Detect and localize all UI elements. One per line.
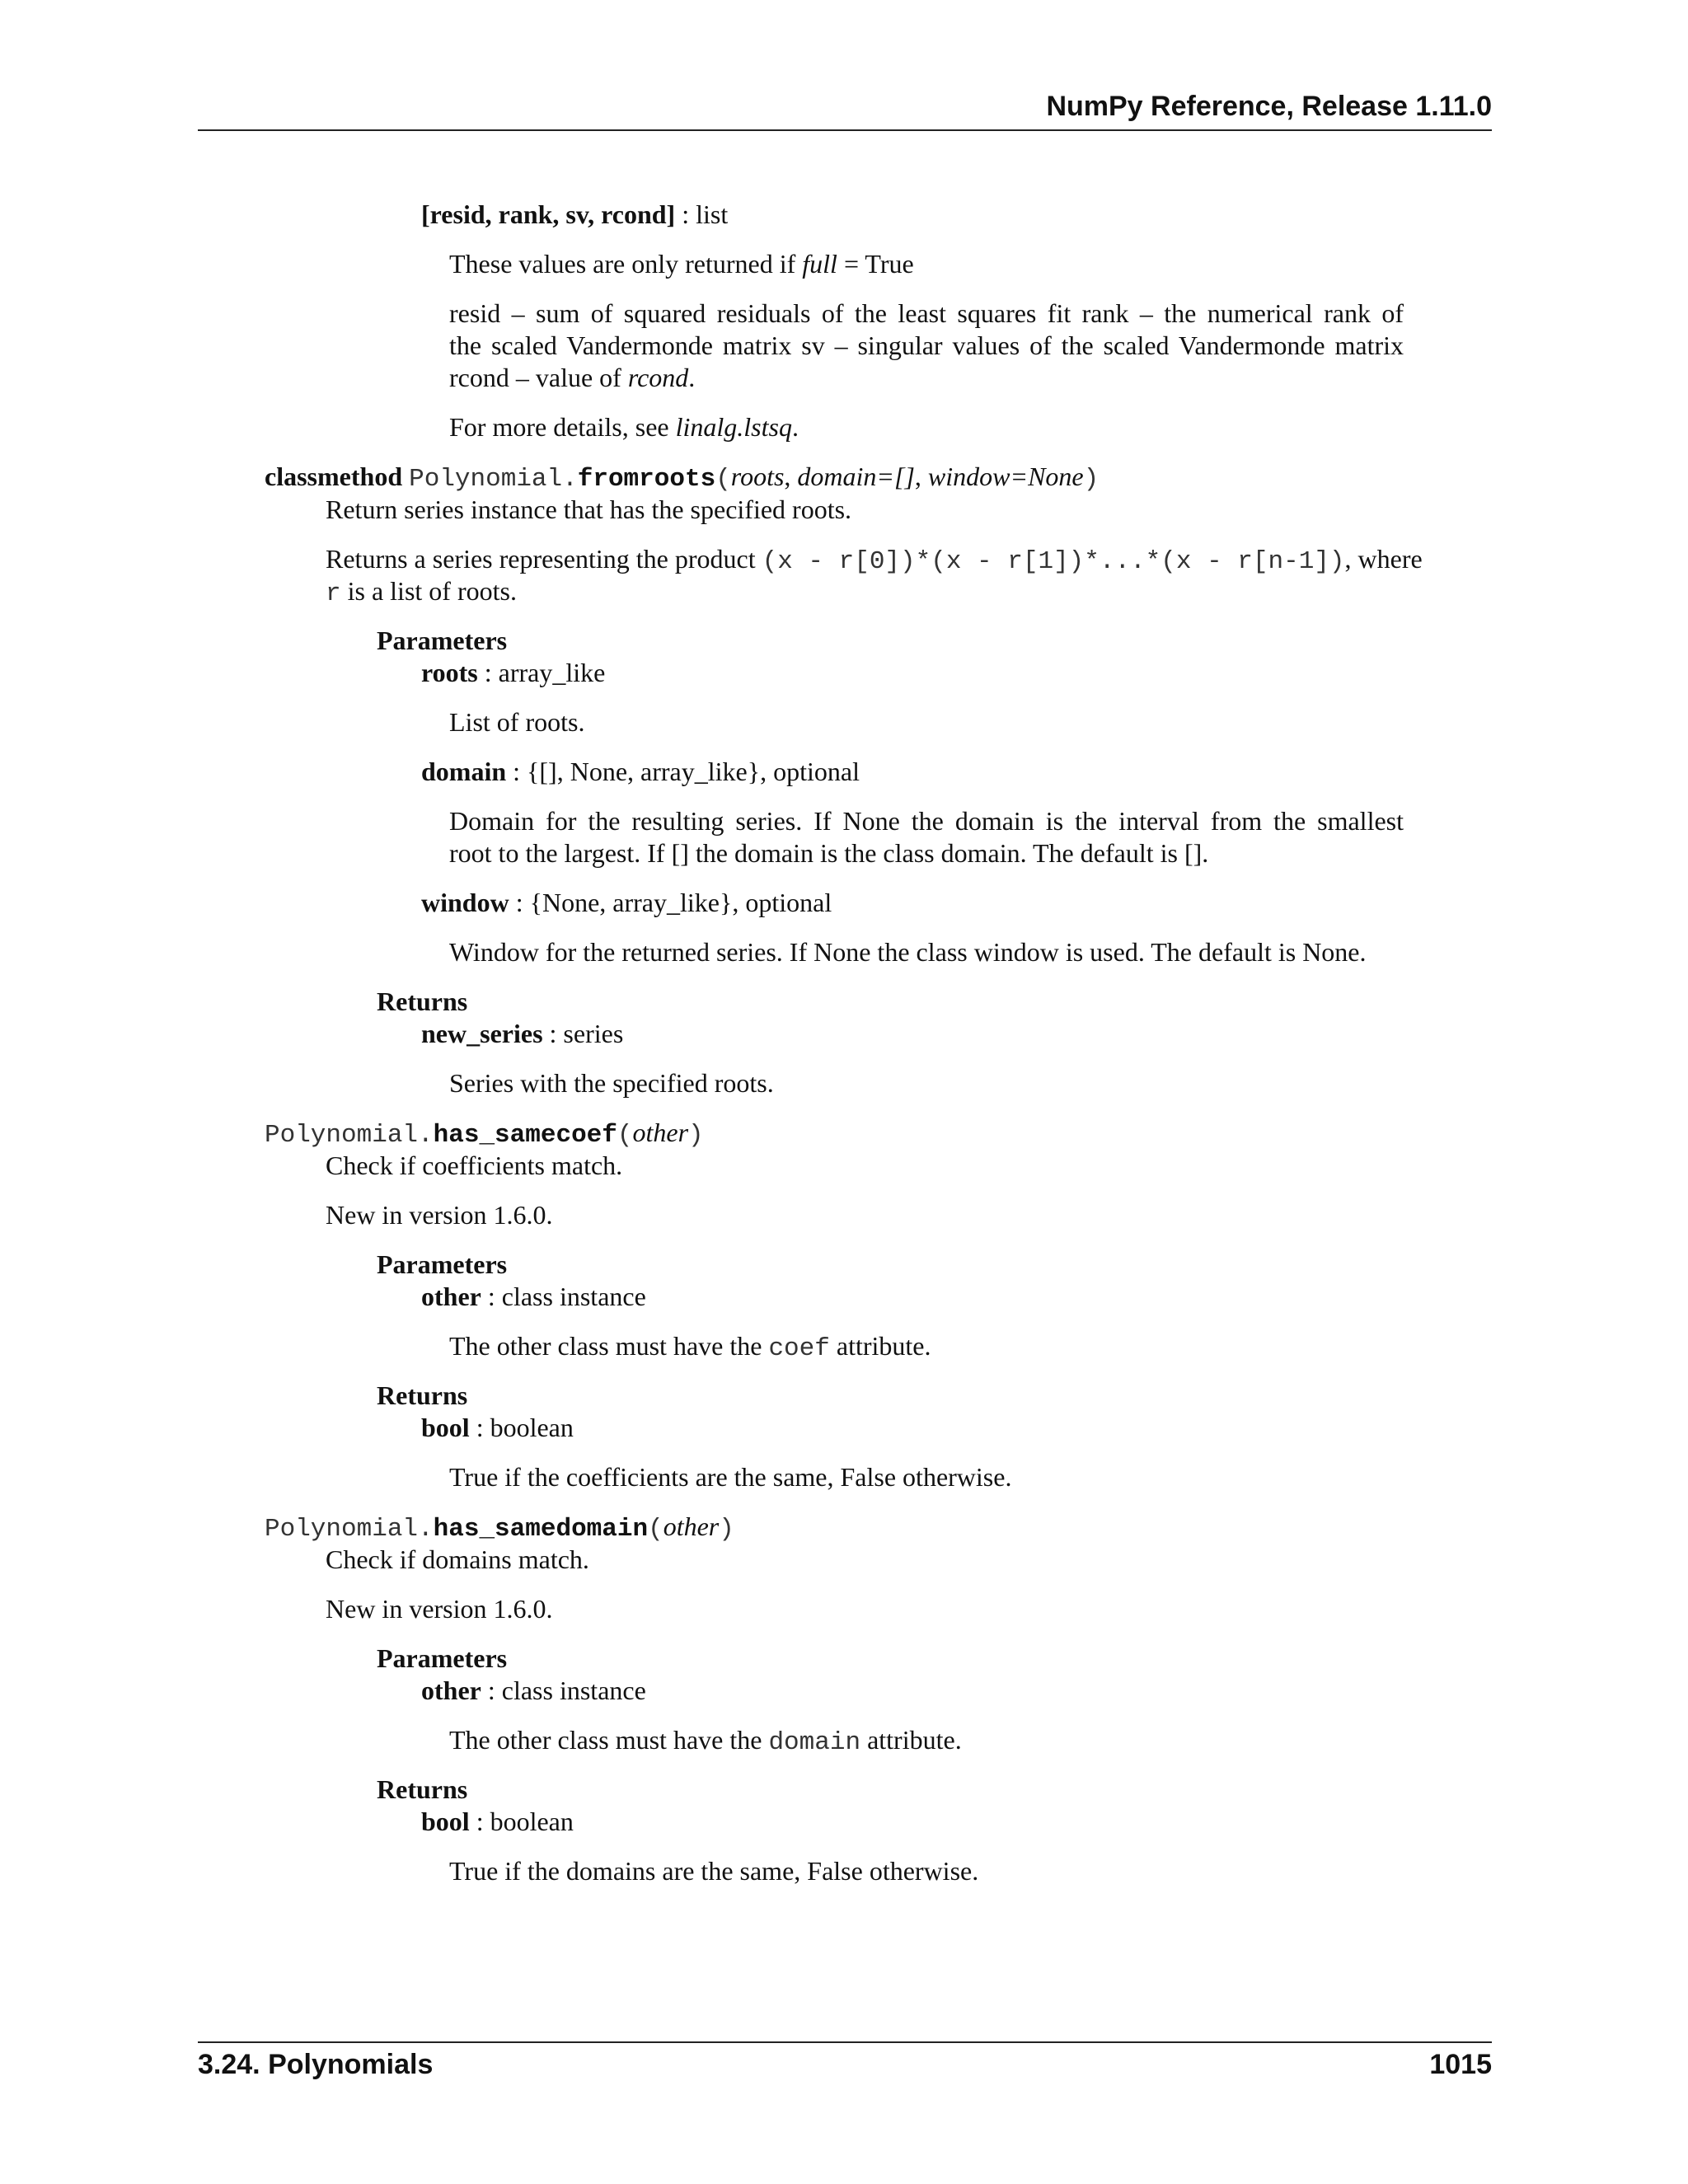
resid-desc-line3 bbox=[449, 361, 695, 394]
samecoef-open-paren: ( bbox=[617, 1121, 633, 1150]
resid-desc-line3-pre: rcond – value of bbox=[449, 363, 628, 392]
fromroots-arg-roots: roots bbox=[730, 462, 785, 491]
samecoef-signature bbox=[265, 1116, 704, 1152]
more-details-post: . bbox=[791, 412, 799, 442]
fromroots-open-paren: ( bbox=[715, 465, 731, 494]
full-note-pre: These values are only returned if bbox=[449, 249, 803, 279]
fromroots-desc2-post: is a list of roots. bbox=[340, 576, 517, 606]
coef-code: coef bbox=[768, 1334, 830, 1363]
fromroots-desc-pre: Returns a series representing the product bbox=[326, 544, 762, 574]
fromroots-summary: Return series instance that has the specified roots. bbox=[326, 494, 852, 524]
more-details bbox=[449, 410, 799, 443]
param-roots bbox=[421, 656, 605, 689]
param-window bbox=[421, 886, 832, 919]
return-new-series-type: : series bbox=[542, 1019, 624, 1048]
fromroots-desc-post: , where bbox=[1344, 544, 1423, 574]
page-number: 1015 bbox=[1429, 2049, 1492, 2080]
fromroots-close-paren: ) bbox=[1083, 465, 1100, 494]
samedomain-class-prefix: Polynomial. bbox=[265, 1515, 434, 1544]
fromroots-product-code: (x - r[0])*(x - r[1])*...*(x - r[n-1]) bbox=[762, 547, 1345, 576]
fromroots-arg-window: window=None bbox=[927, 462, 1084, 491]
samecoef-parameters-label: Parameters bbox=[377, 1249, 508, 1279]
fromroots-parameters-heading bbox=[377, 624, 507, 657]
domain-code: domain bbox=[768, 1728, 861, 1757]
samedomain-signature bbox=[265, 1510, 734, 1546]
fromroots-returns-label: Returns bbox=[377, 987, 468, 1016]
return-entry-resid bbox=[421, 198, 728, 231]
classmethod-keyword: classmethod bbox=[265, 462, 403, 491]
samedomain-parameters-heading bbox=[377, 1642, 507, 1675]
fromroots-desc-line2 bbox=[326, 574, 517, 611]
return-new-series-name: new_series bbox=[421, 1019, 543, 1048]
more-details-pre: For more details, see bbox=[449, 412, 676, 442]
samecoef-summary: Check if coefficients match. bbox=[326, 1151, 623, 1180]
samedomain-returns-label: Returns bbox=[377, 1774, 468, 1804]
return-type: list bbox=[696, 199, 729, 229]
param-domain-type: : {[], None, array_like}, optional bbox=[506, 757, 860, 786]
samecoef-return-bool bbox=[421, 1411, 574, 1444]
samecoef-return-desc: True if the coefficients are the same, False otherwise. bbox=[449, 1462, 1012, 1492]
samedomain-arg-other: other bbox=[663, 1511, 720, 1541]
param-domain-desc-line1: Domain for the resulting series. If None the domain is the interval from the smallest bbox=[449, 806, 1404, 836]
samecoef-param-other bbox=[421, 1280, 646, 1313]
samedomain-param-other-desc bbox=[449, 1723, 962, 1760]
resid-desc-line3-em: rcond bbox=[627, 363, 689, 392]
samecoef-param-other-desc bbox=[449, 1329, 931, 1366]
samedomain-open-paren: ( bbox=[648, 1515, 663, 1544]
samedomain-parameters-label: Parameters bbox=[377, 1643, 508, 1673]
fromroots-r-code: r bbox=[326, 579, 341, 608]
fromroots-desc-line1 bbox=[326, 542, 1423, 579]
fromroots-returns-heading bbox=[377, 985, 467, 1018]
fromroots-class-prefix: Polynomial. bbox=[409, 465, 578, 494]
samecoef-version-note: New in version 1.6.0. bbox=[326, 1200, 553, 1230]
samedomain-return-desc: True if the domains are the same, False otherwise. bbox=[449, 1856, 979, 1886]
param-window-name: window bbox=[421, 888, 509, 917]
param-domain-name: domain bbox=[421, 757, 507, 786]
samedomain-returns-heading bbox=[377, 1773, 467, 1806]
return-new-series bbox=[421, 1017, 623, 1050]
samedomain-param-other bbox=[421, 1674, 646, 1707]
samedomain-summary: Check if domains match. bbox=[326, 1544, 589, 1574]
samedomain-param-desc-pre: The other class must have the bbox=[449, 1725, 769, 1755]
samedomain-return-bool bbox=[421, 1805, 574, 1838]
header-rule bbox=[198, 129, 1492, 131]
running-header-title: NumPy Reference, Release 1.11.0 bbox=[1046, 91, 1492, 122]
samecoef-param-other-name: other bbox=[421, 1282, 481, 1311]
full-note bbox=[449, 247, 914, 280]
footer-section-title: 3.24. Polynomials bbox=[198, 2049, 434, 2080]
samecoef-return-bool-type: : boolean bbox=[469, 1413, 574, 1442]
param-domain bbox=[421, 755, 860, 788]
samedomain-close-paren: ) bbox=[719, 1515, 734, 1544]
return-new-series-desc: Series with the specified roots. bbox=[449, 1068, 774, 1098]
footer-rule bbox=[198, 2041, 1492, 2043]
full-note-em: full bbox=[802, 249, 837, 279]
samecoef-close-paren: ) bbox=[688, 1121, 704, 1150]
fromroots-name: fromroots bbox=[577, 465, 716, 494]
resid-desc-line2: the scaled Vandermonde matrix sv – singular values of the scaled Vandermonde matrix bbox=[449, 330, 1404, 360]
fromroots-signature bbox=[265, 460, 1099, 496]
fromroots-comma1: , bbox=[784, 462, 798, 491]
fromroots-arg-domain: domain=[] bbox=[797, 462, 915, 491]
samecoef-returns-heading bbox=[377, 1379, 467, 1412]
full-note-post: = True bbox=[837, 249, 914, 279]
param-roots-desc: List of roots. bbox=[449, 707, 585, 737]
samecoef-returns-label: Returns bbox=[377, 1380, 468, 1410]
samecoef-param-desc-post: attribute. bbox=[829, 1331, 931, 1361]
fromroots-parameters-label: Parameters bbox=[377, 626, 508, 655]
samecoef-class-prefix: Polynomial. bbox=[265, 1121, 434, 1150]
samedomain-param-other-name: other bbox=[421, 1675, 481, 1705]
fromroots-comma2: , bbox=[914, 462, 928, 491]
return-term: [resid, rank, sv, rcond] bbox=[421, 199, 676, 229]
samecoef-param-desc-pre: The other class must have the bbox=[449, 1331, 769, 1361]
param-roots-type: : array_like bbox=[477, 658, 606, 687]
linalg-lstsq-link[interactable]: linalg.lstsq bbox=[675, 412, 792, 442]
param-domain-desc-line2: root to the largest. If [] the domain is the class domain. The default is []. bbox=[449, 838, 1209, 868]
samedomain-name: has_samedomain bbox=[433, 1515, 649, 1544]
param-window-desc: Window for the returned series. If None the class window is used. The default is None. bbox=[449, 937, 1367, 967]
param-roots-name: roots bbox=[421, 658, 478, 687]
samedomain-param-other-type: : class instance bbox=[481, 1675, 646, 1705]
samedomain-return-bool-name: bool bbox=[421, 1807, 470, 1836]
return-sep: : bbox=[675, 199, 696, 229]
resid-desc-line1: resid – sum of squared residuals of the least squares fit rank – the numerical rank of bbox=[449, 298, 1404, 328]
resid-desc-line3-post: . bbox=[688, 363, 696, 392]
samedomain-param-desc-post: attribute. bbox=[860, 1725, 962, 1755]
samedomain-version-note: New in version 1.6.0. bbox=[326, 1594, 553, 1624]
samecoef-return-bool-name: bool bbox=[421, 1413, 470, 1442]
samecoef-param-other-type: : class instance bbox=[481, 1282, 646, 1311]
param-window-type: : {None, array_like}, optional bbox=[509, 888, 832, 917]
samedomain-return-bool-type: : boolean bbox=[469, 1807, 574, 1836]
samecoef-name: has_samecoef bbox=[433, 1121, 617, 1150]
samecoef-arg-other: other bbox=[632, 1118, 689, 1147]
samecoef-parameters-heading bbox=[377, 1248, 507, 1281]
